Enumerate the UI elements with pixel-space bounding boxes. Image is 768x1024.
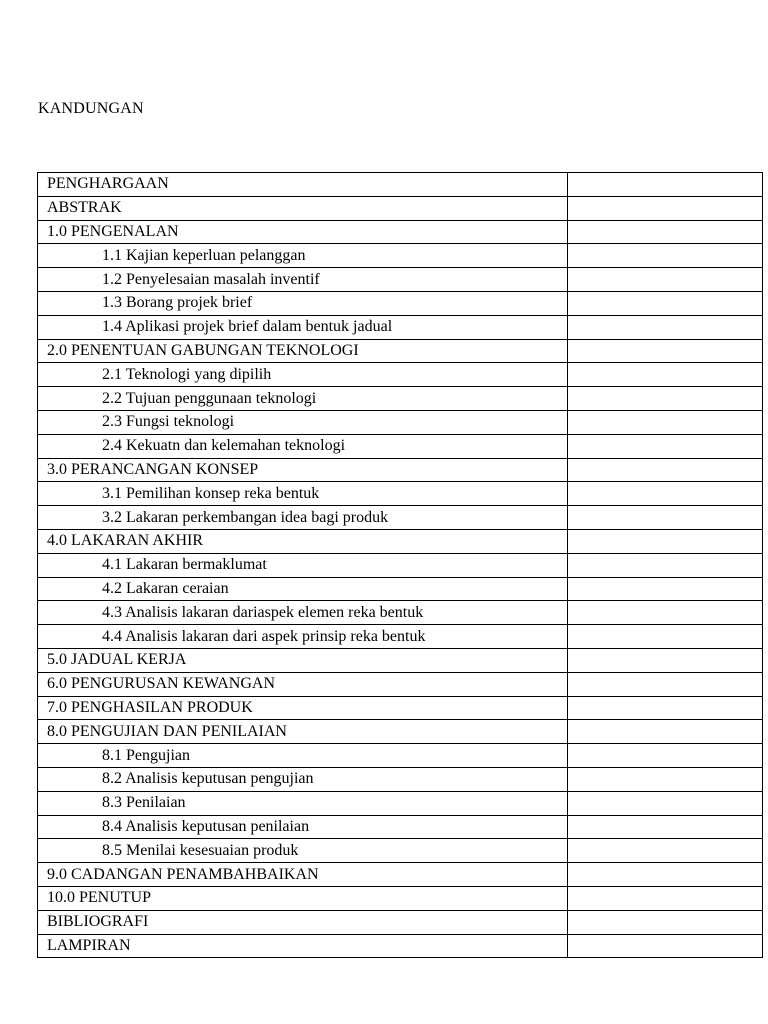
table-row (38, 910, 763, 934)
toc-entry-title: 2.4 Kekuatn dan kelemahan teknologi (38, 434, 568, 458)
table-row (38, 791, 763, 815)
toc-page-number (568, 744, 763, 768)
toc-page-number (568, 291, 763, 315)
toc-entry-title: 1.2 Penyelesaian masalah inventif (38, 268, 568, 292)
toc-entry-title: PENGHARGAAN (38, 173, 568, 197)
toc-entry-title: 7.0 PENGHASILAN PRODUK (38, 696, 568, 720)
table-row (38, 601, 763, 625)
toc-page-number (568, 387, 763, 411)
table-row (38, 363, 763, 387)
toc-page-number (568, 482, 763, 506)
toc-entry-title: 9.0 CADANGAN PENAMBAHBAIKAN (38, 863, 568, 887)
toc-page-number (568, 363, 763, 387)
table-row (38, 815, 763, 839)
toc-entry-title: 8.0 PENGUJIAN DAN PENILAIAN (38, 720, 568, 744)
toc-entry-title: 3.0 PERANCANGAN KONSEP (38, 458, 568, 482)
table-row (38, 720, 763, 744)
toc-page-number (568, 315, 763, 339)
table-row (38, 839, 763, 863)
toc-page-number (568, 173, 763, 197)
table-row (38, 934, 763, 958)
table-row (38, 268, 763, 292)
toc-entry-title: 8.1 Pengujian (38, 744, 568, 768)
table-row (38, 410, 763, 434)
toc-entry-title: 4.3 Analisis lakaran dariaspek elemen reka bentuk (38, 601, 568, 625)
table-row (38, 291, 763, 315)
toc-entry-title: 4.4 Analisis lakaran dari aspek prinsip reka bentuk (38, 625, 568, 649)
toc-entry-title: 2.0 PENENTUAN GABUNGAN TEKNOLOGI (38, 339, 568, 363)
table-row (38, 458, 763, 482)
toc-page-number (568, 863, 763, 887)
toc-page-number (568, 767, 763, 791)
table-row (38, 196, 763, 220)
toc-entry-title: 10.0 PENUTUP (38, 886, 568, 910)
toc-entry-title: 4.1 Lakaran bermaklumat (38, 553, 568, 577)
toc-page-number (568, 839, 763, 863)
table-row (38, 244, 763, 268)
table-row (38, 506, 763, 530)
toc-entry-title: 6.0 PENGURUSAN KEWANGAN (38, 672, 568, 696)
toc-entry-title: 2.3 Fungsi teknologi (38, 410, 568, 434)
toc-page-number (568, 529, 763, 553)
table-row (38, 863, 763, 887)
toc-entry-title: 3.2 Lakaran perkembangan idea bagi produk (38, 506, 568, 530)
toc-page-number (568, 196, 763, 220)
table-row (38, 220, 763, 244)
table-row (38, 577, 763, 601)
toc-body (38, 173, 763, 958)
toc-page-number (568, 458, 763, 482)
table-row (38, 387, 763, 411)
toc-page-number (568, 268, 763, 292)
toc-page-number (568, 720, 763, 744)
toc-entry-title: 2.1 Teknologi yang dipilih (38, 363, 568, 387)
table-row (38, 173, 763, 197)
table-row (38, 744, 763, 768)
toc-page-number (568, 934, 763, 958)
table-row (38, 529, 763, 553)
toc-page-number (568, 339, 763, 363)
table-of-contents (37, 172, 763, 958)
table-row (38, 672, 763, 696)
toc-entry-title: 1.1 Kajian keperluan pelanggan (38, 244, 568, 268)
toc-page-number (568, 434, 763, 458)
toc-page-number (568, 886, 763, 910)
table-row (38, 553, 763, 577)
toc-page-number (568, 791, 763, 815)
toc-page-number (568, 696, 763, 720)
toc-page-number (568, 553, 763, 577)
table-row (38, 339, 763, 363)
toc-entry-title: LAMPIRAN (38, 934, 568, 958)
toc-page-number (568, 672, 763, 696)
page-title: KANDUNGAN (38, 100, 144, 117)
toc-entry-title: 1.4 Aplikasi projek brief dalam bentuk jadual (38, 315, 568, 339)
toc-entry-title: 1.0 PENGENALAN (38, 220, 568, 244)
table-row (38, 434, 763, 458)
toc-entry-title: 8.5 Menilai kesesuaian produk (38, 839, 568, 863)
table-row (38, 767, 763, 791)
toc-page-number (568, 648, 763, 672)
toc-page-number (568, 577, 763, 601)
toc-page-number (568, 601, 763, 625)
toc-entry-title: 4.2 Lakaran ceraian (38, 577, 568, 601)
table-row (38, 482, 763, 506)
toc-page-number (568, 244, 763, 268)
toc-page-number (568, 506, 763, 530)
toc-page-number (568, 220, 763, 244)
toc-entry-title: BIBLIOGRAFI (38, 910, 568, 934)
toc-entry-title: ABSTRAK (38, 196, 568, 220)
table-row (38, 696, 763, 720)
toc-entry-title: 2.2 Tujuan penggunaan teknologi (38, 387, 568, 411)
table-row (38, 648, 763, 672)
toc-entry-title: 3.1 Pemilihan konsep reka bentuk (38, 482, 568, 506)
toc-page-number (568, 910, 763, 934)
toc-entry-title: 8.2 Analisis keputusan pengujian (38, 767, 568, 791)
toc-entry-title: 8.3 Penilaian (38, 791, 568, 815)
toc-entry-title: 8.4 Analisis keputusan penilaian (38, 815, 568, 839)
toc-page-number (568, 815, 763, 839)
toc-page-number (568, 410, 763, 434)
toc-entry-title: 4.0 LAKARAN AKHIR (38, 529, 568, 553)
toc-page-number (568, 625, 763, 649)
toc-entry-title: 5.0 JADUAL KERJA (38, 648, 568, 672)
table-row (38, 625, 763, 649)
table-row (38, 315, 763, 339)
toc-entry-title: 1.3 Borang projek brief (38, 291, 568, 315)
table-row (38, 886, 763, 910)
